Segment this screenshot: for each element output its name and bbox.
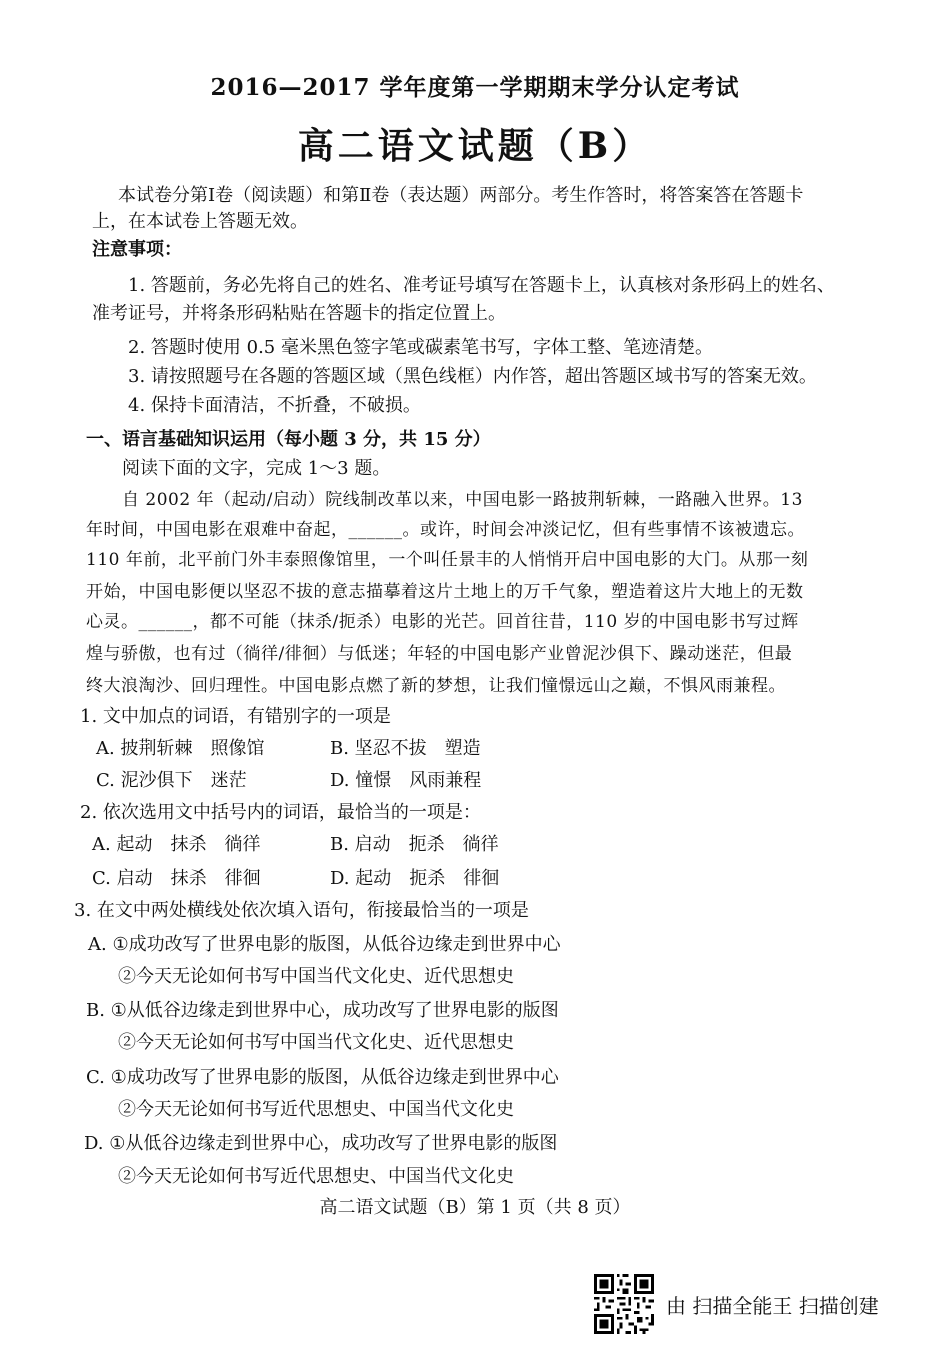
exam-title: 2016—2017 学年度第一学期期末学分认定考试 xyxy=(210,74,740,101)
q1-option-d: D. 憧憬 风雨兼程 xyxy=(330,770,482,791)
passage-line-5: 心灵。______，都不可能（抹杀/扼杀）电影的光芒。回首往昔，110 岁的中国电影书写过辉 xyxy=(86,612,799,632)
q2-option-d: D. 起动 扼杀 徘徊 xyxy=(330,868,500,889)
q2-option-c: C. 启动 抹杀 徘徊 xyxy=(92,868,261,889)
note-item-3: 3. 请按照题号在各题的答题区域（黑色线框）内作答，超出答题区域书写的答案无效。 xyxy=(128,366,817,387)
q3-option-a-2: ②今天无论如何书写中国当代文化史、近代思想史 xyxy=(118,966,514,987)
intro-line-2: 上，在本试卷上答题无效。 xyxy=(92,211,308,232)
q3-option-a-1: A. ①成功改写了世界电影的版图，从低谷边缘走到世界中心 xyxy=(88,934,561,955)
note-item-1-line-1: 1. 答题前，务必先将自己的姓名、准考证号填写在答题卡上，认真核对条形码上的姓名、 xyxy=(128,275,835,296)
q2-option-a: A. 起动 抹杀 徜徉 xyxy=(92,834,261,855)
q1-option-a: A. 披荆斩棘 照像馆 xyxy=(96,738,265,759)
passage-line-4: 开始，中国电影便以坚忍不拔的意志描摹着这片土地上的万千气象，塑造着这片大地上的无数 xyxy=(86,582,804,602)
notes-heading: 注意事项： xyxy=(92,239,182,260)
q3-stem: 3. 在文中两处横线处依次填入语句，衔接最恰当的一项是 xyxy=(74,900,529,921)
q3-option-c-1: C. ①成功改写了世界电影的版图，从低谷边缘走到世界中心 xyxy=(86,1067,559,1088)
q3-option-d-1: D. ①从低谷边缘走到世界中心，成功改写了世界电影的版图 xyxy=(84,1133,558,1154)
q3-option-c-2: ②今天无论如何书写近代思想史、中国当代文化史 xyxy=(118,1099,514,1120)
note-item-4: 4. 保持卡面清洁，不折叠，不破损。 xyxy=(128,395,421,416)
passage-line-6: 煌与骄傲，也有过（徜徉/徘徊）与低迷；年轻的中国电影产业曾泥沙俱下、躁动迷茫，但最 xyxy=(86,644,793,664)
q1-option-b: B. 坚忍不拔 塑造 xyxy=(330,738,481,759)
note-item-2: 2. 答题时使用 0.5 毫米黑色签字笔或碳素笔书写，字体工整、笔迹清楚。 xyxy=(128,337,713,358)
passage-line-3: 110 年前，北平前门外丰泰照像馆里，一个叫任景丰的人悄悄开启中国电影的大门。从那一刻 xyxy=(86,550,809,570)
q1-stem: 1. 文中加点的词语，有错别字的一项是 xyxy=(80,706,391,727)
page-footer: 高二语文试题（B）第 1 页（共 8 页） xyxy=(319,1197,631,1218)
q2-option-b: B. 启动 扼杀 徜徉 xyxy=(330,834,499,855)
q3-option-b-2: ②今天无论如何书写中国当代文化史、近代思想史 xyxy=(118,1032,514,1053)
passage-line-2: 年时间，中国电影在艰难中奋起，______。或许，时间会冲淡记忆，但有些事情不该被遗忘。 xyxy=(86,520,805,540)
qr-code-icon xyxy=(594,1274,654,1334)
scanner-watermark: 由 扫描全能王 扫描创建 xyxy=(666,1294,879,1318)
q1-option-c: C. 泥沙俱下 迷茫 xyxy=(96,770,247,791)
paper-title: 高二语文试题（B） xyxy=(297,125,653,167)
passage-line-1: 自 2002 年（起动/启动）院线制改革以来，中国电影一路披荆斩棘，一路融入世界。13 xyxy=(122,490,803,510)
section-1-heading: 一、语言基础知识运用（每小题 3 分，共 15 分） xyxy=(86,429,491,450)
intro-line-1: 本试卷分第Ⅰ卷（阅读题）和第Ⅱ卷（表达题）两部分。考生作答时，将答案答在答题卡 xyxy=(118,185,804,206)
q3-option-b-1: B. ①从低谷边缘走到世界中心，成功改写了世界电影的版图 xyxy=(86,1000,559,1021)
section-1-instruction: 阅读下面的文字，完成 1～3 题。 xyxy=(122,458,391,479)
passage-line-7: 终大浪淘沙、回归理性。中国电影点燃了新的梦想，让我们憧憬远山之巅，不惧风雨兼程。 xyxy=(86,676,786,696)
note-item-1-line-2: 准考证号，并将条形码粘贴在答题卡的指定位置上。 xyxy=(92,303,506,324)
q2-stem: 2. 依次选用文中括号内的词语，最恰当的一项是： xyxy=(80,802,481,823)
q3-option-d-2: ②今天无论如何书写近代思想史、中国当代文化史 xyxy=(118,1166,514,1187)
